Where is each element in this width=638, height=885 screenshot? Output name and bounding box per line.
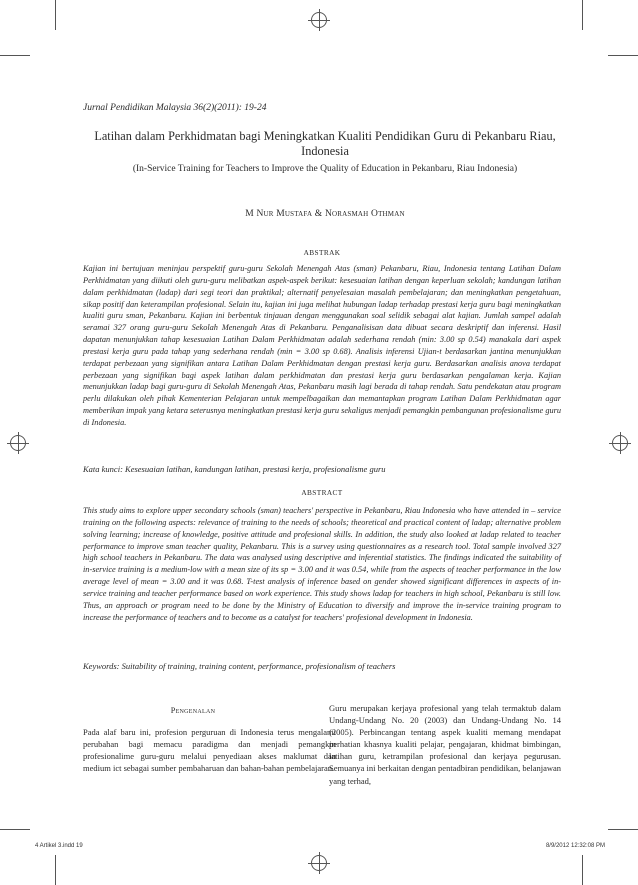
crop-mark [55,0,56,30]
crop-mark [608,55,638,56]
crop-mark [0,55,30,56]
article-title: Latihan dalam Perkhidmatan bagi Meningkatkan Kualiti Pendidikan Guru di Pekanbaru Riau, Indonesia [94,129,556,158]
footer-file-info: 4 Artikel 3.indd 19 [35,843,83,849]
crop-mark [582,0,583,30]
section-heading: Pengenalan [170,706,216,715]
article-title-english: (In-Service Training for Teachers to Improve the Quality of Education in Pekanbaru, Riau Indonesia) [132,164,518,174]
abstrak-heading: ABSTRAK [303,248,341,257]
crop-mark [608,829,638,830]
crop-mark [55,855,56,885]
abstract-keywords: Keywords: Suitability of training, training content, performance, profesionalism of teachers [83,661,396,671]
registration-mark-icon [311,12,327,28]
body-column-left: Pada alaf baru ini, profesion perguruan di Indonesia terus mengalami perubahan bagi memacu paradigma dan menjadi pemangkin profesionalime guru-guru melalui penyediaan akses maklumat dan medium ict sebagai sumber pembaharuan dan bahan-bahan pembelajaran. [83,727,336,774]
abstrak-keywords: Kata kunci: Kesesuaian latihan, kandungan latihan, prestasi kerja, profesionalisme guru [83,464,386,474]
body-column-right: Guru merupakan kerjaya profesional yang telah termaktub dalam Undang-Undang No. 20 (2003) dan Undang-Undang No. 14 (2005). Perbincangan tentang aspek kualiti memang mendapat perhatian khasnya kualiti pelajar, pengajaran, khidmat bimbingan, latihan guru, ketrampilan profesional dan kerjaya pegurusan. Semuanya ini berkaitan dengan pentadbiran pendidikan, belanjawan yang terhad, [329,703,562,786]
crop-mark [0,829,30,830]
registration-mark-icon [612,435,628,451]
footer-timestamp: 8/9/2012 12:32:08 PM [545,843,605,849]
abstrak-text: Kajian ini bertujuan meninjau perspektif guru-guru Sekolah Menengah Atas (sman) Pekanbaru, Riau, Indonesia tentang Latihan Dalam Perkhidmatan yang diikuti oleh guru-guru melibatkan aspek-aspek berikut: kesesuaian latihan dengan keperluan sekolah; kandungan latihan dalam perkhidmatan (ladap) dari segi teori dan praktikal; alternatif penyelesaian masalah pembelajaran; dan meningkatkan pengetahuan, sikap positif dan keterampilan profesional. Selain itu, kajian ini juga melihat hubungan ladap terhadap prestasi kerja guru bagi meningkatkan kualiti guru sman, Pekanbaru. Kajian ini berbentuk tinjauan dengan menggunakan soal selidik sebagai alat kajian. Jumlah sampel adalah seramai 327 orang guru-guru Sekolah Menengah Atas di Pekanbaru. Penganalisisan data dibuat secara deskriptif dan inferensi. Hasil dapatan menunjukkan tahap kesesuaian Latihan Dalam Perkhidmatan adalah sederhana rendah (min: 3.00 sp 0.54) manakala dari aspek prestasi kerja guru pada tahap yang sederhana rendah (min = 3.00 sp 0.68). Analisis inferensi Ujian-t berdasarkan jantina menunjukkan terdapat perbezaan yang signifikan antara Latihan Dalam Perkhidmatan dengan prestasi kerja guru. Berdasarkan analisis anova terdapat perbezaan yang signifikan bagi aspek latihan dalam perkhidmatan dan prestasi kerja guru berdasarkan pengalaman kerja. Kajian menunjukkan ladap bagi guru-guru di Sekolah Menengah Atas, Pekanbaru masih lagi berada di tahap rendah. Satu pendekatan atau program perlu dilakukan oleh pihak Kementerian Pelajaran untuk mempelbagaikan dan memantapkan program Latihan Dalam Perkhidmatan agar memberikan impak yang ketara seterusnya meningkatkan prestasi kerja guru sekaligus menjadi pemangkin pembangunan profesionalisme guru di Indonesia. [83,264,561,427]
author-line: M Nur Mustafa & Norasmah Othman [245,209,405,219]
abstract-text: This study aims to explore upper secondary schools (sman) teachers' perspective in Pekanbaru, Riau Indonesia who have attended in – service training on the following aspects: relevance of training to the needs of schools; theoretical and practical content of ladap; alternative problem solving learning; increase of knowledge, positive attitude and profesional skills. In addition, the study also looked at ladap related to teacher performance to improve sman teacher quality, Pekanbaru. This is a survey using questionnaires as a research tool. Total sample involved 327 high school teachers in Pekanbaru. The data was analysed using descriptive and inferential statistics. The findings indicated the suitability of in-service training is a medium-low with a mean size of its sp = 3.00 and it was 0.54, while from the aspects of teacher performance in the low average level of mean = 3.00 and it was 0.68. T-test analysis of inference based on gender showed significant differences in aspects of in-service training and teacher performance based on work experience. This study shows ladap for teachers in high school, Pekanbaru is still low. Thus, an approach or program need to be done by the Ministry of Education to diversify and improve the in-service training program to increase the performance of teachers and to become as a catalyst for teachers' profesional development in Indonesia. [83,506,561,622]
journal-citation: Jurnal Pendidikan Malaysia 36(2)(2011): 19-24 [83,103,267,113]
registration-mark-icon [311,855,327,871]
registration-mark-icon [10,435,26,451]
abstract-heading: ABSTRACT [301,488,343,497]
crop-mark [582,855,583,885]
